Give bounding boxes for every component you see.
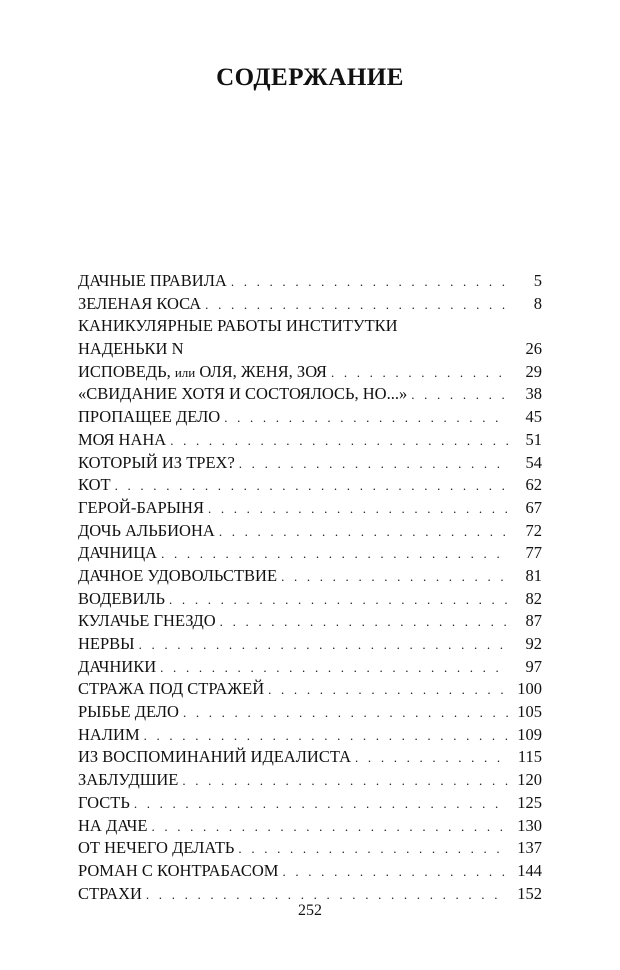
toc-entry [78,474,542,497]
dot-leader [281,566,508,589]
dot-leader [160,657,508,680]
toc-entry-title: ПРОПАЩЕЕ ДЕЛО [78,407,221,427]
toc-entry [78,792,542,815]
dot-leader [239,453,508,476]
toc-entry [78,633,542,656]
dot-leader [183,702,508,725]
page-number-footer: 252 [298,902,322,919]
dot-leader [220,611,508,634]
toc-entry-title: ОТ НЕЧЕГО ДЕЛАТЬ [78,838,235,858]
toc-entry [78,406,542,429]
dot-leader [115,475,508,498]
toc-entry [78,383,542,406]
dot-leader [151,816,508,839]
dot-leader [161,543,508,566]
dot-leader [268,679,508,702]
toc-entry-page: 125 [517,792,542,812]
toc-entry [78,565,542,588]
toc-entry-page: 62 [525,475,542,495]
toc-entry-page: 5 [533,271,542,290]
toc-entry-page: 45 [525,407,542,427]
toc-entry-title-line1: КАНИКУЛЯРНЫЕ РАБОТЫ ИНСТИТУТКИ [78,316,398,336]
toc-entry [78,270,542,293]
toc-entry-title [78,361,327,385]
toc-entry [78,610,542,633]
toc-entry-title: НА ДАЧЕ [78,815,148,835]
toc-entry-page: 72 [525,520,542,540]
dot-leader [182,770,508,793]
toc-entry-page: 115 [517,747,542,767]
page-title: СОДЕРЖАНИЕ [216,64,404,91]
dot-leader [134,793,508,816]
toc-entry-title: РОМАН С КОНТРАБАСОМ [78,860,279,880]
toc-entry-title: МОЯ НАНА [78,429,167,449]
toc-entry-title: ДОЧЬ АЛЬБИОНА [78,520,215,540]
toc-entry-page: 87 [525,611,542,631]
dot-leader [170,430,508,453]
table-of-contents [78,270,542,905]
dot-leader [219,521,508,544]
toc-entry-title: РЫБЬЕ ДЕЛО [78,702,179,722]
toc-entry-title-rest: ОЛЯ, ЖЕНЯ, ЗОЯ [195,361,327,381]
toc-entry [78,678,542,701]
toc-entry-title: ДАЧНОЕ УДОВОЛЬСТВИЕ [78,565,278,585]
toc-entry-page: 137 [517,838,542,858]
toc-entry [78,429,542,452]
toc-entry [78,520,542,543]
toc-entry [78,815,542,838]
toc-entry-title: ДАЧНИКИ [78,656,157,676]
toc-entry-title: ВОДЕВИЛЬ [78,588,166,608]
toc-entry-page: 29 [525,361,542,381]
toc-entry-title: КОТ [78,475,111,495]
toc-entry-page: 38 [525,384,542,404]
dot-leader [231,271,508,294]
dot-leader [238,838,508,861]
toc-entry-title: ЗАБЛУДШИЕ [78,770,179,790]
toc-entry-page: 97 [525,656,542,676]
toc-entry [78,588,542,611]
toc-entry-title: ИЗ ВОСПОМИНАНИЙ ИДЕАЛИСТА [78,747,352,767]
toc-entry-title: ЗЕЛЕНАЯ КОСА [78,293,202,313]
toc-entry-title: НАЛИМ [78,724,140,744]
toc-entry [78,837,542,860]
toc-entry-page: 144 [517,860,542,880]
toc-entry-title: СТРАЖА ПОД СТРАЖЕЙ [78,679,265,699]
toc-entry-page: 81 [525,565,542,585]
dot-leader [224,407,508,430]
toc-entry-page: 26 [525,339,542,359]
toc-entry-title-conjunction: или [174,364,196,380]
toc-entry [78,769,542,792]
toc-entry-title: ДАЧНИЦА [78,543,158,563]
toc-entry-page: 8 [533,293,542,313]
toc-entry-title: НЕРВЫ [78,634,135,654]
toc-entry-page: 152 [517,883,542,903]
toc-entry [78,315,542,360]
toc-entry [78,656,542,679]
toc-entry-page: 105 [517,702,542,722]
toc-entry-title: НАДЕНЬКИ N [78,339,184,359]
toc-entry-title: СТРАХИ [78,883,142,903]
dot-leader [355,747,508,770]
toc-entry-page: 120 [517,770,542,790]
toc-entry-page: 54 [525,452,542,472]
toc-entry [78,452,542,475]
toc-entry [78,361,542,384]
dot-leader [208,498,508,521]
toc-entry-title: ГОСТЬ [78,792,130,812]
dot-leader [205,294,508,317]
toc-entry [78,724,542,747]
dot-leader [282,861,508,884]
toc-entry [78,860,542,883]
toc-entry-title: КУЛАЧЬЕ ГНЕЗДО [78,611,216,631]
toc-entry-title: ГЕРОЙ-БАРЫНЯ [78,497,204,517]
dot-leader [169,589,508,612]
toc-entry-page: 51 [525,429,542,449]
toc-entry [78,746,542,769]
toc-entry [78,542,542,565]
toc-entry-page: 109 [517,724,542,744]
toc-entry [78,701,542,724]
toc-entry [78,497,542,520]
toc-entry-page: 67 [525,497,542,517]
toc-entry-page: 82 [525,588,542,608]
toc-entry-page: 92 [525,634,542,654]
dot-leader [139,634,508,657]
toc-entry-title: ДАЧНЫЕ ПРАВИЛА [78,271,227,290]
toc-entry-page: 130 [517,815,542,835]
toc-entry [78,293,542,316]
toc-entry-page: 100 [517,679,542,699]
dot-leader [144,725,508,748]
toc-entry-page: 77 [525,543,542,563]
toc-entry-title: КОТОРЫЙ ИЗ ТРЕХ? [78,452,235,472]
toc-entry-title: «СВИДАНИЕ ХОТЯ И СОСТОЯЛОСЬ, НО...» [78,384,408,404]
dot-leader [331,362,508,385]
dot-leader [411,384,508,407]
toc-entry-title-prefix: ИСПОВЕДЬ, [78,361,175,381]
